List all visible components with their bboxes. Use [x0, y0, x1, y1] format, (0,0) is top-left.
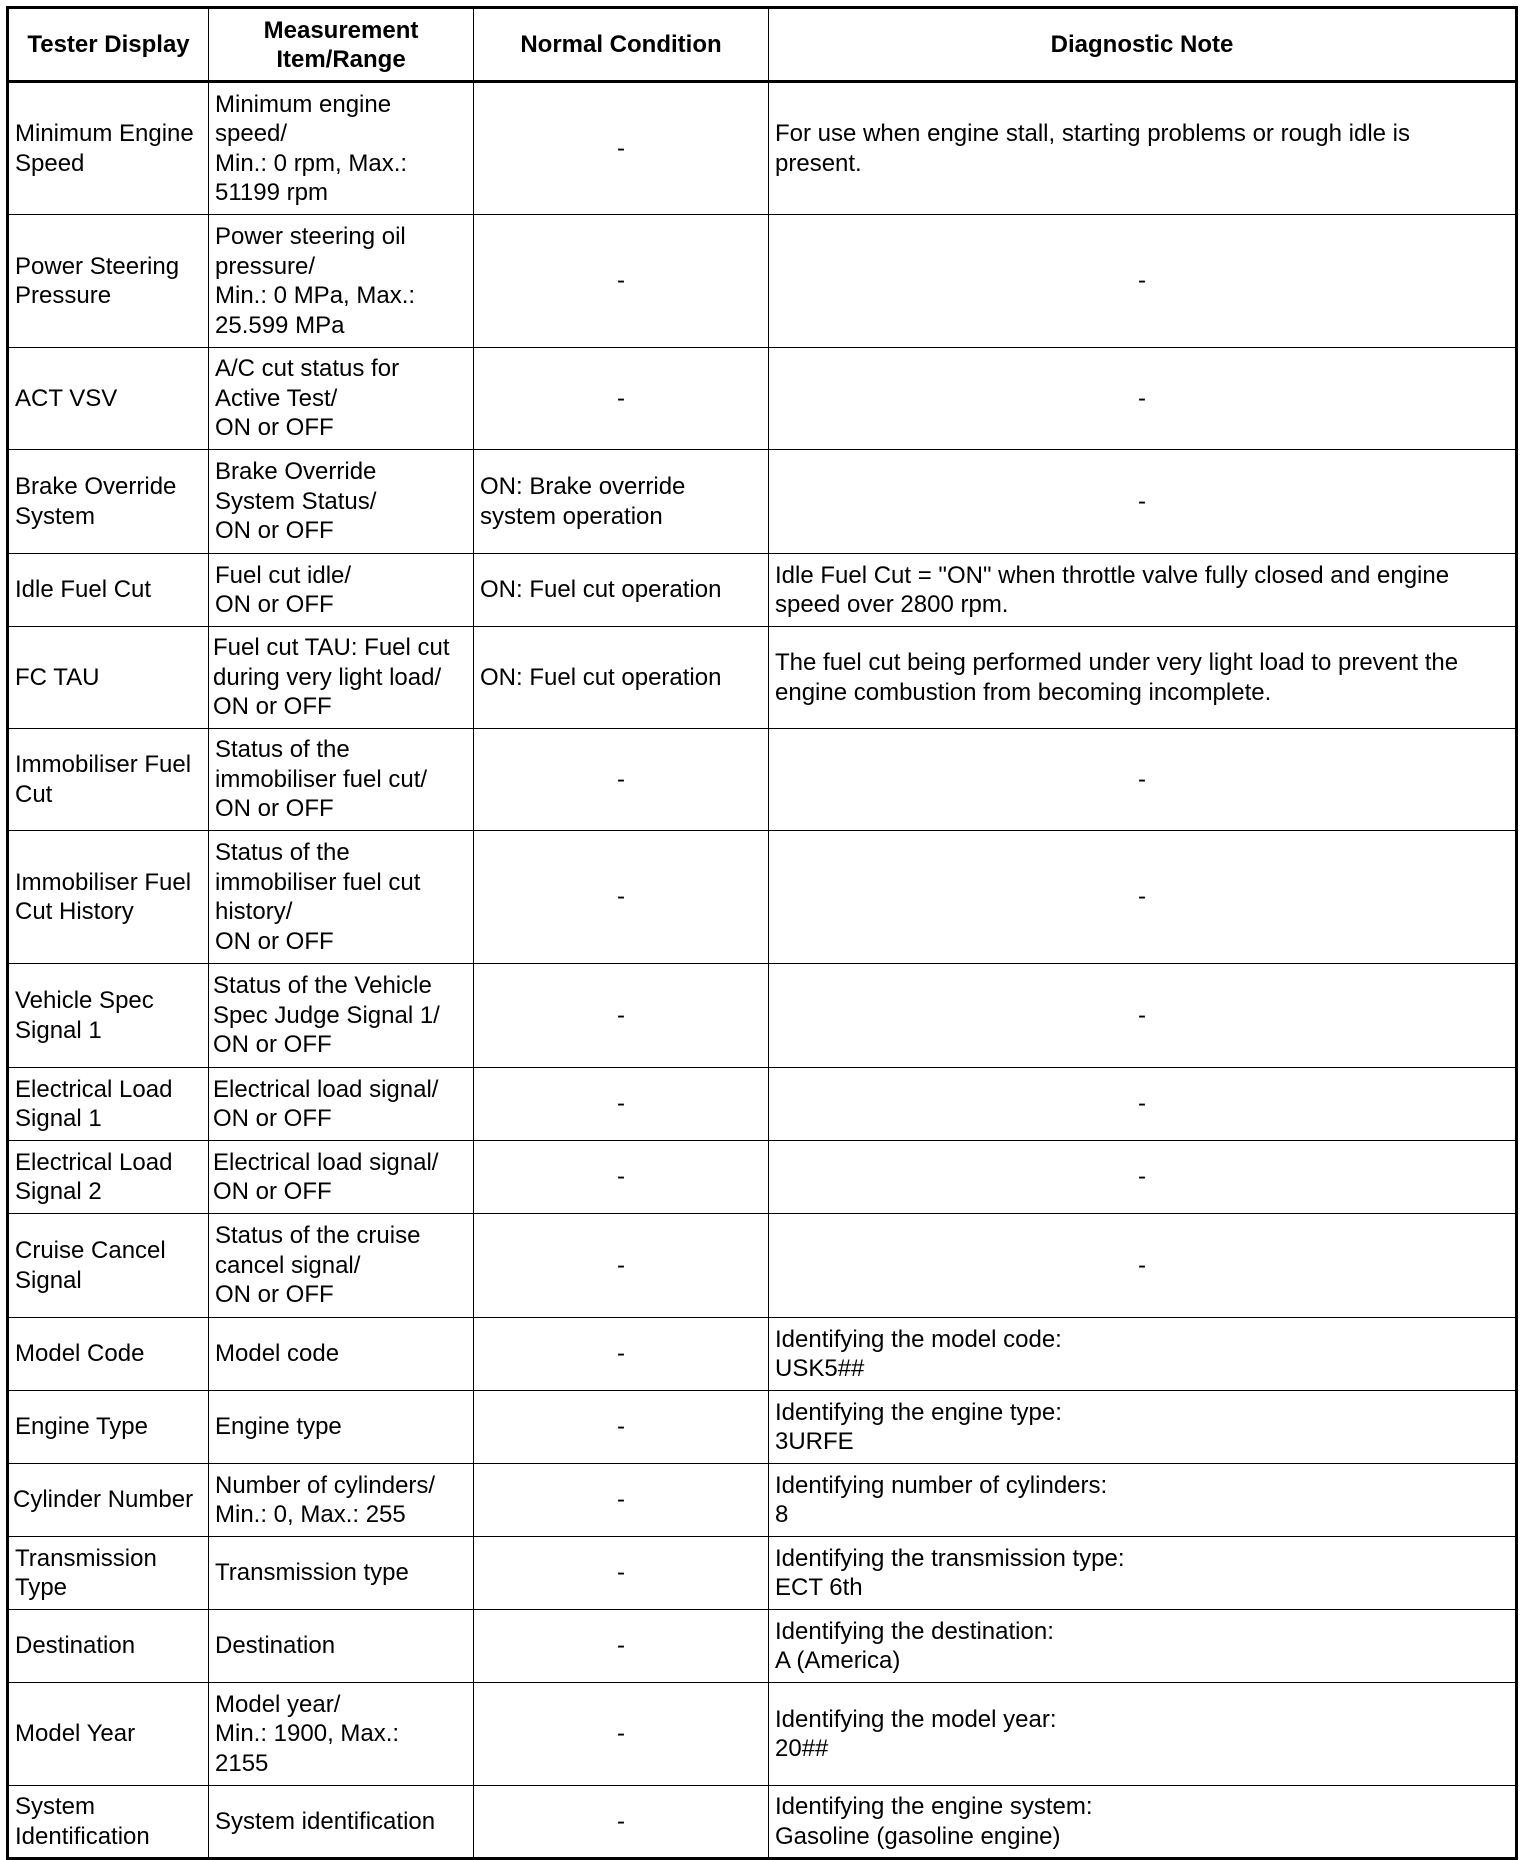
measurement-cell: Transmission type	[209, 1537, 474, 1610]
data-list-table	[6, 6, 1518, 1860]
table-row	[8, 729, 1517, 831]
measurement-cell: Electrical load signal/ ON or OFF	[209, 1141, 474, 1214]
normal-condition-cell: -	[474, 1391, 769, 1464]
measurement-cell: Engine type	[209, 1391, 474, 1464]
tester-display-cell: Immobiliser Fuel Cut History	[8, 831, 209, 964]
table-row	[8, 450, 1517, 554]
normal-condition-cell: -	[474, 82, 769, 215]
table-row	[8, 1391, 1517, 1464]
table-row	[8, 1464, 1517, 1537]
diagnostic-note-cell: Idle Fuel Cut = "ON" when throttle valve fully closed and engine speed over 2800 rpm.	[769, 554, 1517, 627]
diagnostic-note-cell: Identifying the engine type: 3URFE	[769, 1391, 1517, 1464]
normal-condition-cell: -	[474, 1610, 769, 1683]
measurement-cell: Power steering oil pressure/ Min.: 0 MPa, Max.: 25.599 MPa	[209, 215, 474, 348]
diagnostic-note-cell: -	[769, 1214, 1517, 1318]
tester-display-cell: System Identification	[8, 1786, 209, 1859]
diagnostic-note-cell: Identifying the destination: A (America)	[769, 1610, 1517, 1683]
normal-condition-cell: -	[474, 348, 769, 450]
normal-condition-cell: -	[474, 1683, 769, 1786]
tester-display-cell: Engine Type	[8, 1391, 209, 1464]
normal-condition-cell: ON: Fuel cut operation	[474, 627, 769, 729]
measurement-cell: Status of the immobiliser fuel cut/ ON or OFF	[209, 729, 474, 831]
tester-display-cell: Vehicle Spec Signal 1	[8, 964, 209, 1068]
measurement-cell: Minimum engine speed/ Min.: 0 rpm, Max.: 51199 rpm	[209, 82, 474, 215]
table-row	[8, 82, 1517, 215]
table-row	[8, 831, 1517, 964]
header-normal-condition: Normal Condition	[474, 8, 769, 82]
tester-display-cell: Cylinder Number	[8, 1464, 209, 1537]
diagnostic-note-cell: -	[769, 215, 1517, 348]
diagnostic-note-cell: Identifying the transmission type: ECT 6th	[769, 1537, 1517, 1610]
tester-display-cell: Model Code	[8, 1318, 209, 1391]
normal-condition-cell: -	[474, 1537, 769, 1610]
tester-display-cell: Immobiliser Fuel Cut	[8, 729, 209, 831]
table-row	[8, 1537, 1517, 1610]
tester-display-cell: Idle Fuel Cut	[8, 554, 209, 627]
header-tester-display: Tester Display	[8, 8, 209, 82]
diagnostic-note-cell: -	[769, 1068, 1517, 1141]
header-diagnostic-note: Diagnostic Note	[769, 8, 1517, 82]
diagnostic-note-cell: Identifying the model year: 20##	[769, 1683, 1517, 1786]
normal-condition-cell: -	[474, 964, 769, 1068]
normal-condition-cell: ON: Brake override system operation	[474, 450, 769, 554]
normal-condition-cell: -	[474, 729, 769, 831]
diagnostic-note-cell: -	[769, 450, 1517, 554]
table-row	[8, 627, 1517, 729]
tester-display-cell: Transmission Type	[8, 1537, 209, 1610]
diagnostic-note-cell: -	[769, 348, 1517, 450]
table-row	[8, 1141, 1517, 1214]
table-row	[8, 964, 1517, 1068]
normal-condition-cell: -	[474, 215, 769, 348]
normal-condition-cell: -	[474, 1068, 769, 1141]
table-row	[8, 215, 1517, 348]
normal-condition-cell: -	[474, 1214, 769, 1318]
table-row	[8, 1786, 1517, 1859]
tester-display-cell: Brake Override System	[8, 450, 209, 554]
diagnostic-note-cell: -	[769, 831, 1517, 964]
table-row	[8, 348, 1517, 450]
diagnostic-note-cell: Identifying the model code: USK5##	[769, 1318, 1517, 1391]
table-row	[8, 1610, 1517, 1683]
tester-display-cell: Electrical Load Signal 2	[8, 1141, 209, 1214]
table-row	[8, 1214, 1517, 1318]
tester-display-cell: Destination	[8, 1610, 209, 1683]
normal-condition-cell: -	[474, 1464, 769, 1537]
measurement-cell: Number of cylinders/ Min.: 0, Max.: 255	[209, 1464, 474, 1537]
normal-condition-cell: -	[474, 1318, 769, 1391]
tester-display-cell: Model Year	[8, 1683, 209, 1786]
measurement-cell: A/C cut status for Active Test/ ON or OFF	[209, 348, 474, 450]
measurement-cell: Model year/ Min.: 1900, Max.: 2155	[209, 1683, 474, 1786]
normal-condition-cell: -	[474, 1141, 769, 1214]
table-row	[8, 1683, 1517, 1786]
header-row	[8, 8, 1517, 82]
tester-display-cell: Minimum Engine Speed	[8, 82, 209, 215]
tester-display-cell: Power Steering Pressure	[8, 215, 209, 348]
table-row	[8, 1318, 1517, 1391]
header-measurement-item-range: Measurement Item/Range	[209, 8, 474, 82]
measurement-cell: Destination	[209, 1610, 474, 1683]
measurement-cell: Model code	[209, 1318, 474, 1391]
measurement-cell: Status of the cruise cancel signal/ ON or OFF	[209, 1214, 474, 1318]
tester-display-cell: ACT VSV	[8, 348, 209, 450]
measurement-cell: Fuel cut idle/ ON or OFF	[209, 554, 474, 627]
diagnostic-note-cell: Identifying number of cylinders: 8	[769, 1464, 1517, 1537]
table-row	[8, 1068, 1517, 1141]
tester-display-cell: Cruise Cancel Signal	[8, 1214, 209, 1318]
diagnostic-note-cell: For use when engine stall, starting problems or rough idle is present.	[769, 82, 1517, 215]
tester-display-cell: Electrical Load Signal 1	[8, 1068, 209, 1141]
diagnostic-note-cell: -	[769, 964, 1517, 1068]
measurement-cell: Brake Override System Status/ ON or OFF	[209, 450, 474, 554]
normal-condition-cell: -	[474, 831, 769, 964]
measurement-cell: System identification	[209, 1786, 474, 1859]
diagnostic-note-cell: -	[769, 1141, 1517, 1214]
diagnostic-note-cell: -	[769, 729, 1517, 831]
normal-condition-cell: -	[474, 1786, 769, 1859]
normal-condition-cell: ON: Fuel cut operation	[474, 554, 769, 627]
table-row	[8, 554, 1517, 627]
tester-display-cell: FC TAU	[8, 627, 209, 729]
measurement-cell: Status of the Vehicle Spec Judge Signal 1/ ON or OFF	[209, 964, 474, 1068]
measurement-cell: Status of the immobiliser fuel cut history/ ON or OFF	[209, 831, 474, 964]
diagnostic-note-cell: Identifying the engine system: Gasoline (gasoline engine)	[769, 1786, 1517, 1859]
measurement-cell: Electrical load signal/ ON or OFF	[209, 1068, 474, 1141]
measurement-cell: Fuel cut TAU: Fuel cut during very light load/ ON or OFF	[209, 627, 474, 729]
diagnostic-note-cell: The fuel cut being performed under very light load to prevent the engine combustion from becoming incomplete.	[769, 627, 1517, 729]
